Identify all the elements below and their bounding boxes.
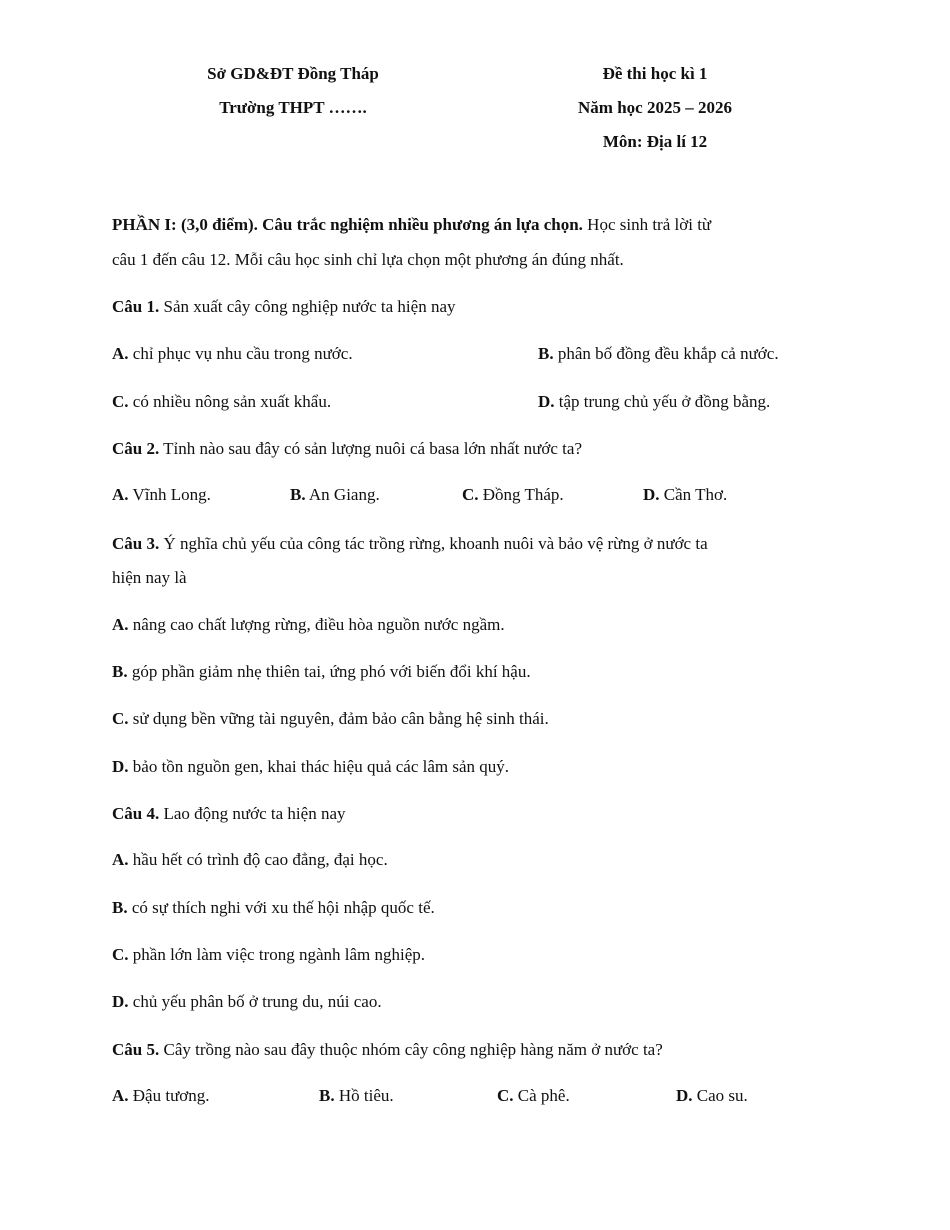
q5-option-d[interactable] (676, 1086, 748, 1106)
question-1 (112, 297, 456, 317)
option-letter: A. (112, 1086, 129, 1105)
option-text: Cà phê. (513, 1086, 570, 1105)
option-text: sử dụng bền vững tài nguyên, đảm bảo cân bằng hệ sinh thái. (128, 709, 549, 728)
q3-option-a[interactable] (112, 615, 505, 635)
q2-option-b[interactable] (290, 485, 380, 505)
option-letter: C. (462, 485, 479, 504)
q2-option-c[interactable] (462, 485, 564, 505)
option-text: hầu hết có trình độ cao đẳng, đại học. (128, 850, 388, 869)
part1-rest: Học sinh trả lời từ (582, 215, 712, 234)
question-text: Tỉnh nào sau đây có sản lượng nuôi cá basa lớn nhất nước ta? (159, 439, 582, 458)
question-text: Cây trồng nào sau đây thuộc nhóm cây công nghiệp hàng năm ở nước ta? (159, 1040, 663, 1059)
option-text: góp phần giảm nhẹ thiên tai, ứng phó với biến đổi khí hậu. (127, 662, 531, 681)
option-text: An Giang. (305, 485, 380, 504)
question-text: Lao động nước ta hiện nay (159, 804, 346, 823)
option-letter: D. (112, 757, 129, 776)
option-text: có sự thích nghi với xu thế hội nhập quốc tế. (127, 898, 435, 917)
q5-option-c[interactable] (497, 1086, 570, 1106)
option-letter: C. (112, 709, 129, 728)
option-text: Vĩnh Long. (128, 485, 211, 504)
part1-bold: PHẦN I: (3,0 điểm). Câu trắc nghiệm nhiều phương án lựa chọn. (112, 215, 583, 234)
option-text: phần lớn làm việc trong ngành lâm nghiệp. (128, 945, 426, 964)
option-letter: B. (319, 1086, 335, 1105)
option-letter: B. (290, 485, 306, 504)
option-letter: A. (112, 344, 129, 363)
option-letter: A. (112, 850, 129, 869)
question-text: Ý nghĩa chủ yếu của công tác trồng rừng, khoanh nuôi và bảo vệ rừng ở nước ta (159, 534, 708, 553)
option-text: Đồng Tháp. (478, 485, 564, 504)
subject: Môn: Địa lí 12 (602, 132, 708, 151)
option-letter: B. (112, 662, 128, 681)
option-letter: C. (112, 945, 129, 964)
option-letter: A. (112, 485, 129, 504)
option-letter: C. (497, 1086, 514, 1105)
q1-option-c[interactable] (112, 392, 331, 412)
q3-option-c[interactable] (112, 709, 549, 729)
option-letter: A. (112, 615, 129, 634)
option-text: tập trung chủ yếu ở đồng bằng. (554, 392, 771, 411)
option-text: có nhiều nông sản xuất khẩu. (128, 392, 332, 411)
option-text: phân bố đồng đều khắp cả nước. (553, 344, 779, 363)
option-letter: B. (538, 344, 554, 363)
option-letter: D. (676, 1086, 693, 1105)
question-label: Câu 3. (112, 534, 160, 553)
option-letter: C. (112, 392, 129, 411)
q4-option-c[interactable] (112, 945, 425, 965)
option-text: chỉ phục vụ nhu cầu trong nước. (128, 344, 353, 363)
question-4 (112, 804, 346, 824)
question-label: Câu 2. (112, 439, 160, 458)
q2-option-a[interactable] (112, 485, 211, 505)
option-text: Cần Thơ. (659, 485, 728, 504)
option-text: chủ yếu phân bố ở trung du, núi cao. (128, 992, 382, 1011)
option-letter: D. (643, 485, 660, 504)
department-name: Sở GD&ĐT Đồng Tháp (207, 64, 379, 83)
question-3 (112, 534, 708, 554)
question-text: Sản xuất cây công nghiệp nước ta hiện nay (159, 297, 456, 316)
part1-heading (112, 215, 711, 235)
q3-option-d[interactable] (112, 757, 509, 777)
option-letter: D. (538, 392, 555, 411)
school-year: Năm học 2025 – 2026 (578, 98, 732, 117)
question-3-line2: hiện nay là (112, 568, 187, 587)
option-text: Đậu tương. (128, 1086, 210, 1105)
q4-option-a[interactable] (112, 850, 388, 870)
q1-option-b[interactable] (538, 344, 779, 364)
q1-option-a[interactable] (112, 344, 353, 364)
exam-title: Đề thi học kì 1 (602, 64, 708, 83)
q5-option-b[interactable] (319, 1086, 394, 1106)
q5-option-a[interactable] (112, 1086, 210, 1106)
q4-option-d[interactable] (112, 992, 382, 1012)
option-text: nâng cao chất lượng rừng, điều hòa nguồn nước ngầm. (128, 615, 505, 634)
part1-line2: câu 1 đến câu 12. Mỗi câu học sinh chỉ lựa chọn một phương án đúng nhất. (112, 250, 624, 269)
question-label: Câu 4. (112, 804, 160, 823)
option-letter: B. (112, 898, 128, 917)
question-5 (112, 1040, 663, 1060)
question-2 (112, 439, 582, 459)
question-label: Câu 5. (112, 1040, 160, 1059)
option-text: bảo tồn nguồn gen, khai thác hiệu quả các lâm sản quý. (128, 757, 510, 776)
q2-option-d[interactable] (643, 485, 727, 505)
option-text: Hồ tiêu. (334, 1086, 394, 1105)
option-letter: D. (112, 992, 129, 1011)
q1-option-d[interactable] (538, 392, 770, 412)
question-label: Câu 1. (112, 297, 160, 316)
q4-option-b[interactable] (112, 898, 435, 918)
option-text: Cao su. (692, 1086, 748, 1105)
school-name: Trường THPT ……. (219, 98, 367, 117)
q3-option-b[interactable] (112, 662, 531, 682)
